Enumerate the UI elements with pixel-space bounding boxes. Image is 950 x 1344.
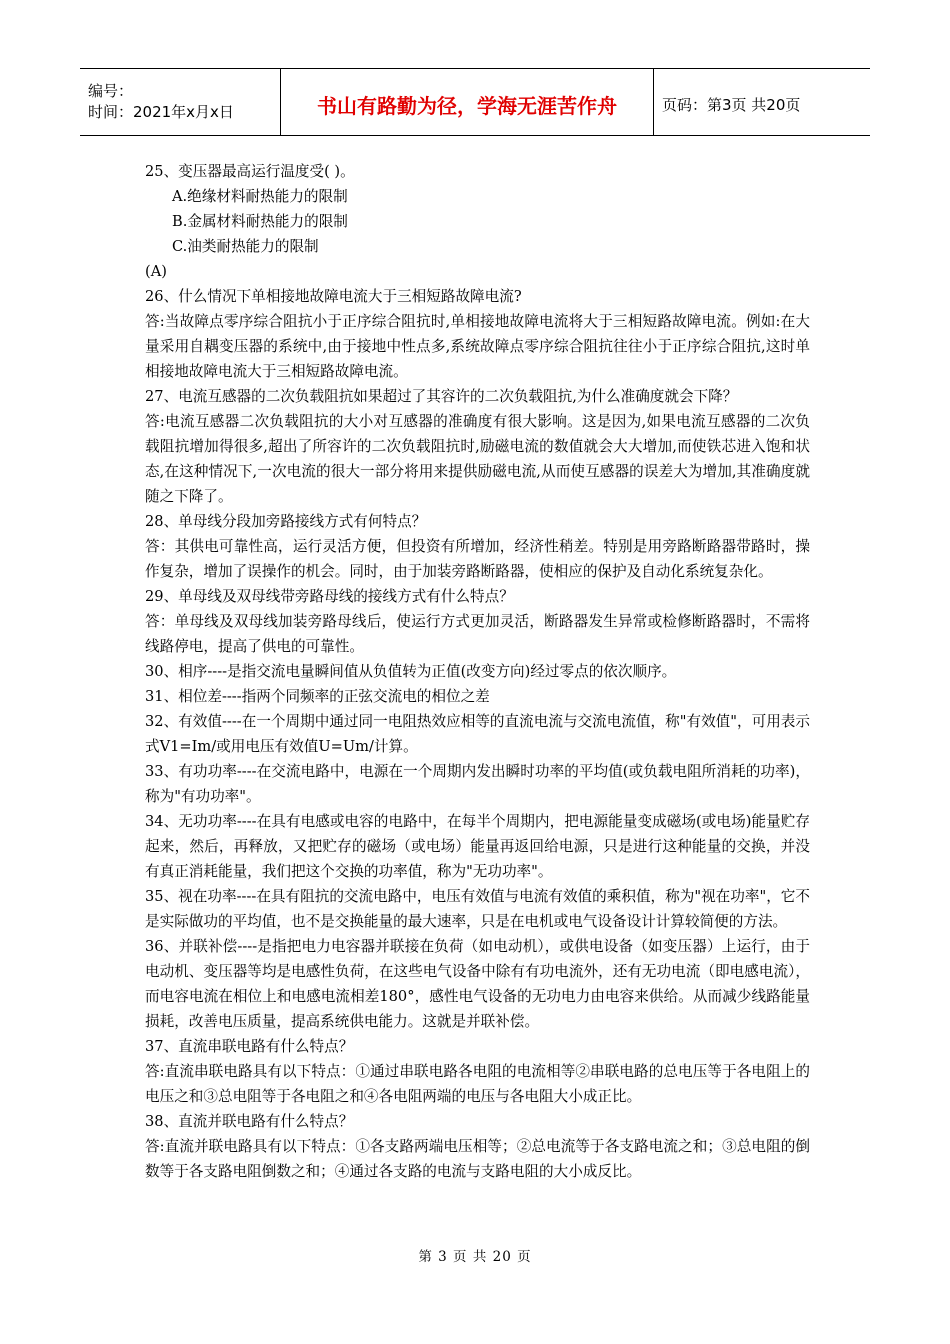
- answer-paragraph: 答:电流互感器二次负载阻抗的大小对互感器的准确度有很大影响。这是因为,如果电流互感器的二次负载阻抗增加得很多,超出了所容许的二次负载阻抗时,励磁电流的数值就会大大增加,而使铁芯进入饱和状态,在这种情况下,一次电流的很大一部分将用来提供励磁电流,从而使互感器的误差大为增加,其准确度就随之下降了。: [145, 413, 810, 505]
- question-paragraph: 29、单母线及双母线带旁路母线的接线方式有什么特点？: [145, 588, 514, 605]
- answer-paragraph: 答：单母线及双母线加装旁路母线后，使运行方式更加灵活，断路器发生异常或检修断路器时，不需将线路停电，提高了供电的可靠性。: [145, 613, 810, 655]
- answer-paragraph: 31、相位差----指两个同频率的正弦交流电的相位之差: [145, 688, 490, 705]
- option-paragraph: C.油类耐热能力的限制: [172, 238, 319, 255]
- doc-number-label: 编号：: [88, 82, 134, 100]
- answer-paragraph: 32、有效值----在一个周期中通过同一电阻热效应相等的直流电流与交流电流值，称"有效值"，可用表示式V1=Im/或用电压有效值U=Um/计算。: [145, 713, 810, 755]
- answer-paragraph: (A): [145, 263, 167, 280]
- answer-paragraph: 答:直流串联电路具有以下特点：①通过串联电路各电阻的电流相等②串联电路的总电压等于各电阻上的电压之和③总电阻等于各电阻之和④各电阻两端的电压与各电阻大小成正比。: [145, 1063, 810, 1105]
- question-paragraph: 38、直流并联电路有什么特点？: [145, 1113, 354, 1130]
- question-paragraph: 28、单母线分段加旁路接线方式有何特点？: [145, 513, 427, 530]
- option-paragraph: B.金属材料耐热能力的限制: [172, 213, 348, 230]
- answer-paragraph: 36、并联补偿----是指把电力电容器并联接在负荷（如电动机），或供电设备（如变压器）上运行，由于电动机、变压器等均是电感性负荷，在这些电气设备中除有有功电流外，还有无功电流（即电感电流），而电容电流在相位上和电感电流相差180°，感性电气设备的无功电力由电容来供给。从而减少线路能量损耗，改善电压质量，提高系统供电能力。这就是并联补偿。: [145, 938, 810, 1030]
- page-header: [80, 68, 870, 136]
- question-paragraph: 37、直流串联电路有什么特点？: [145, 1038, 354, 1055]
- answer-paragraph: 34、无功功率----在具有电感或电容的电路中，在每半个周期内，把电源能量变成磁场(或电场)能量贮存起来，然后，再释放，又把贮存的磁场（或电场）能量再返回给电源，只是进行这种能量的交换，并没有真正消耗能量，我们把这个交换的功率值，称为"无功功率"。: [145, 813, 810, 880]
- answer-paragraph: 35、视在功率----在具有阻抗的交流电路中，电压有效值与电流有效值的乘积值，称为"视在功率"，它不是实际做功的平均值，也不是交换能量的最大速率，只是在电机或电气设备设计计算较简便的方法。: [145, 888, 810, 930]
- page-footer: 第 3 页 共 20 页: [418, 1249, 532, 1265]
- answer-paragraph: 33、有功功率----在交流电路中，电源在一个周期内发出瞬时功率的平均值(或负载电阻所消耗的功率)，称为"有功功率"。: [145, 763, 810, 805]
- header-meta: [80, 69, 280, 135]
- option-paragraph: A.绝缘材料耐热能力的限制: [172, 188, 348, 205]
- answer-paragraph: 答：其供电可靠性高，运行灵活方便，但投资有所增加，经济性稍差。特别是用旁路断路器带路时，操作复杂，增加了误操作的机会。同时，由于加装旁路断路器，使相应的保护及自动化系统复杂化。: [145, 538, 810, 580]
- question-paragraph: 25、变压器最高运行温度受( )。: [145, 163, 355, 180]
- question-paragraph: 26、什么情况下单相接地故障电流大于三相短路故障电流?: [145, 288, 522, 305]
- header-page-info: 页码：第3页 共20页: [662, 95, 801, 114]
- answer-paragraph: 30、相序----是指交流电量瞬间值从负值转为正值(改变方向)经过零点的依次顺序。: [145, 663, 677, 680]
- document-body: [145, 159, 810, 1184]
- question-paragraph: 27、电流互感器的二次负载阻抗如果超过了其容许的二次负载阻抗,为什么准确度就会下降？: [145, 388, 738, 405]
- header-motto: 书山有路勤为径，学海无涯苦作舟: [280, 69, 654, 135]
- answer-paragraph: 答:直流并联电路具有以下特点：①各支路两端电压相等；②总电流等于各支路电流之和；③总电阻的倒数等于各支路电阻倒数之和；④通过各支路的电流与支路电阻的大小成反比。: [145, 1138, 810, 1180]
- date-label: 时间：2021年x月x日: [88, 103, 234, 121]
- answer-paragraph: 答:当故障点零序综合阻抗小于正序综合阻抗时,单相接地故障电流将大于三相短路故障电流。例如:在大量采用自耦变压器的系统中,由于接地中性点多,系统故障点零序综合阻抗往往小于正序综合阻抗,这时单相接地故障电流大于三相短路故障电流。: [145, 313, 810, 380]
